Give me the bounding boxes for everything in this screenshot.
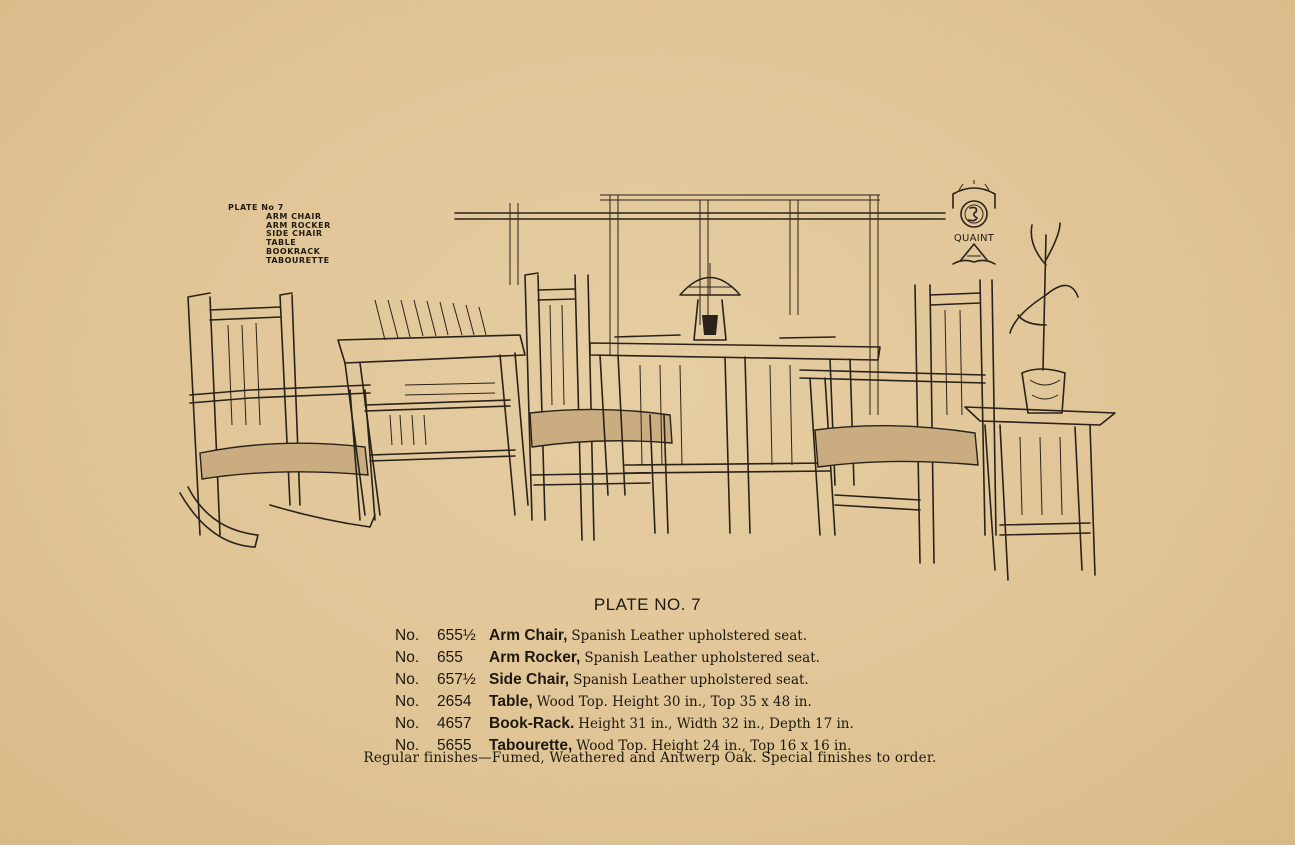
legend-line: SIDE CHAIR bbox=[266, 229, 323, 239]
item-name: Table, bbox=[489, 693, 533, 710]
item-number: 657½ bbox=[437, 671, 476, 688]
furniture-drawing bbox=[170, 175, 1130, 595]
plate-caption: PLATE NO. 7 bbox=[593, 595, 702, 614]
item-number: 5655 bbox=[437, 737, 472, 754]
list-item bbox=[395, 669, 854, 691]
item-number: 4657 bbox=[437, 715, 472, 732]
item-name: Side Chair, bbox=[489, 671, 570, 688]
side-chair bbox=[525, 273, 672, 540]
item-description: Spanish Leather upholstered seat. bbox=[571, 628, 807, 644]
list-item bbox=[395, 647, 854, 669]
item-number: 655 bbox=[437, 649, 463, 666]
table-lamp bbox=[680, 263, 740, 340]
list-item bbox=[395, 691, 854, 713]
legend-line: ARM CHAIR bbox=[266, 211, 322, 221]
item-no: No. bbox=[395, 627, 420, 644]
legend-title: PLATE No 7 bbox=[228, 203, 284, 212]
item-name: Book-Rack. bbox=[489, 715, 575, 732]
arm-chair bbox=[800, 280, 996, 563]
item-no: No. bbox=[395, 671, 420, 688]
item-no: No. bbox=[395, 737, 420, 754]
item-name: Tabourette, bbox=[489, 737, 573, 754]
item-no: No. bbox=[395, 715, 420, 732]
furniture-illustration bbox=[170, 175, 1130, 595]
item-description: Wood Top. Height 30 in., Top 35 x 48 in. bbox=[536, 694, 812, 710]
legend-line: ARM ROCKER bbox=[266, 220, 331, 230]
potted-plant bbox=[1010, 223, 1078, 413]
makers-mark-word: QUAINT bbox=[953, 233, 995, 244]
legend-line: TABOURETTE bbox=[266, 255, 330, 265]
item-description: Spanish Leather upholstered seat. bbox=[584, 650, 820, 666]
item-name: Arm Rocker, bbox=[489, 649, 581, 666]
item-number: 2654 bbox=[437, 693, 472, 710]
item-description: Height 31 in., Width 32 in., Depth 17 in. bbox=[578, 716, 854, 732]
finishes-note: Regular finishes—Fumed, Weathered and Antwerp Oak. Special finishes to order. bbox=[363, 750, 937, 766]
item-no: No. bbox=[395, 649, 420, 666]
item-name: Arm Chair, bbox=[489, 627, 568, 644]
arm-rocker bbox=[180, 293, 375, 547]
item-description: Spanish Leather upholstered seat. bbox=[573, 672, 809, 688]
tabourette bbox=[965, 407, 1115, 580]
list-item bbox=[395, 713, 854, 735]
item-no: No. bbox=[395, 693, 420, 710]
item-list bbox=[395, 625, 854, 757]
book-rack bbox=[338, 300, 528, 515]
item-description: Wood Top. Height 24 in., Top 16 x 16 in. bbox=[576, 738, 852, 754]
legend-line: BOOKRACK bbox=[266, 246, 321, 256]
item-number: 655½ bbox=[437, 627, 476, 644]
list-item bbox=[395, 625, 854, 647]
legend-line: TABLE bbox=[266, 238, 297, 248]
